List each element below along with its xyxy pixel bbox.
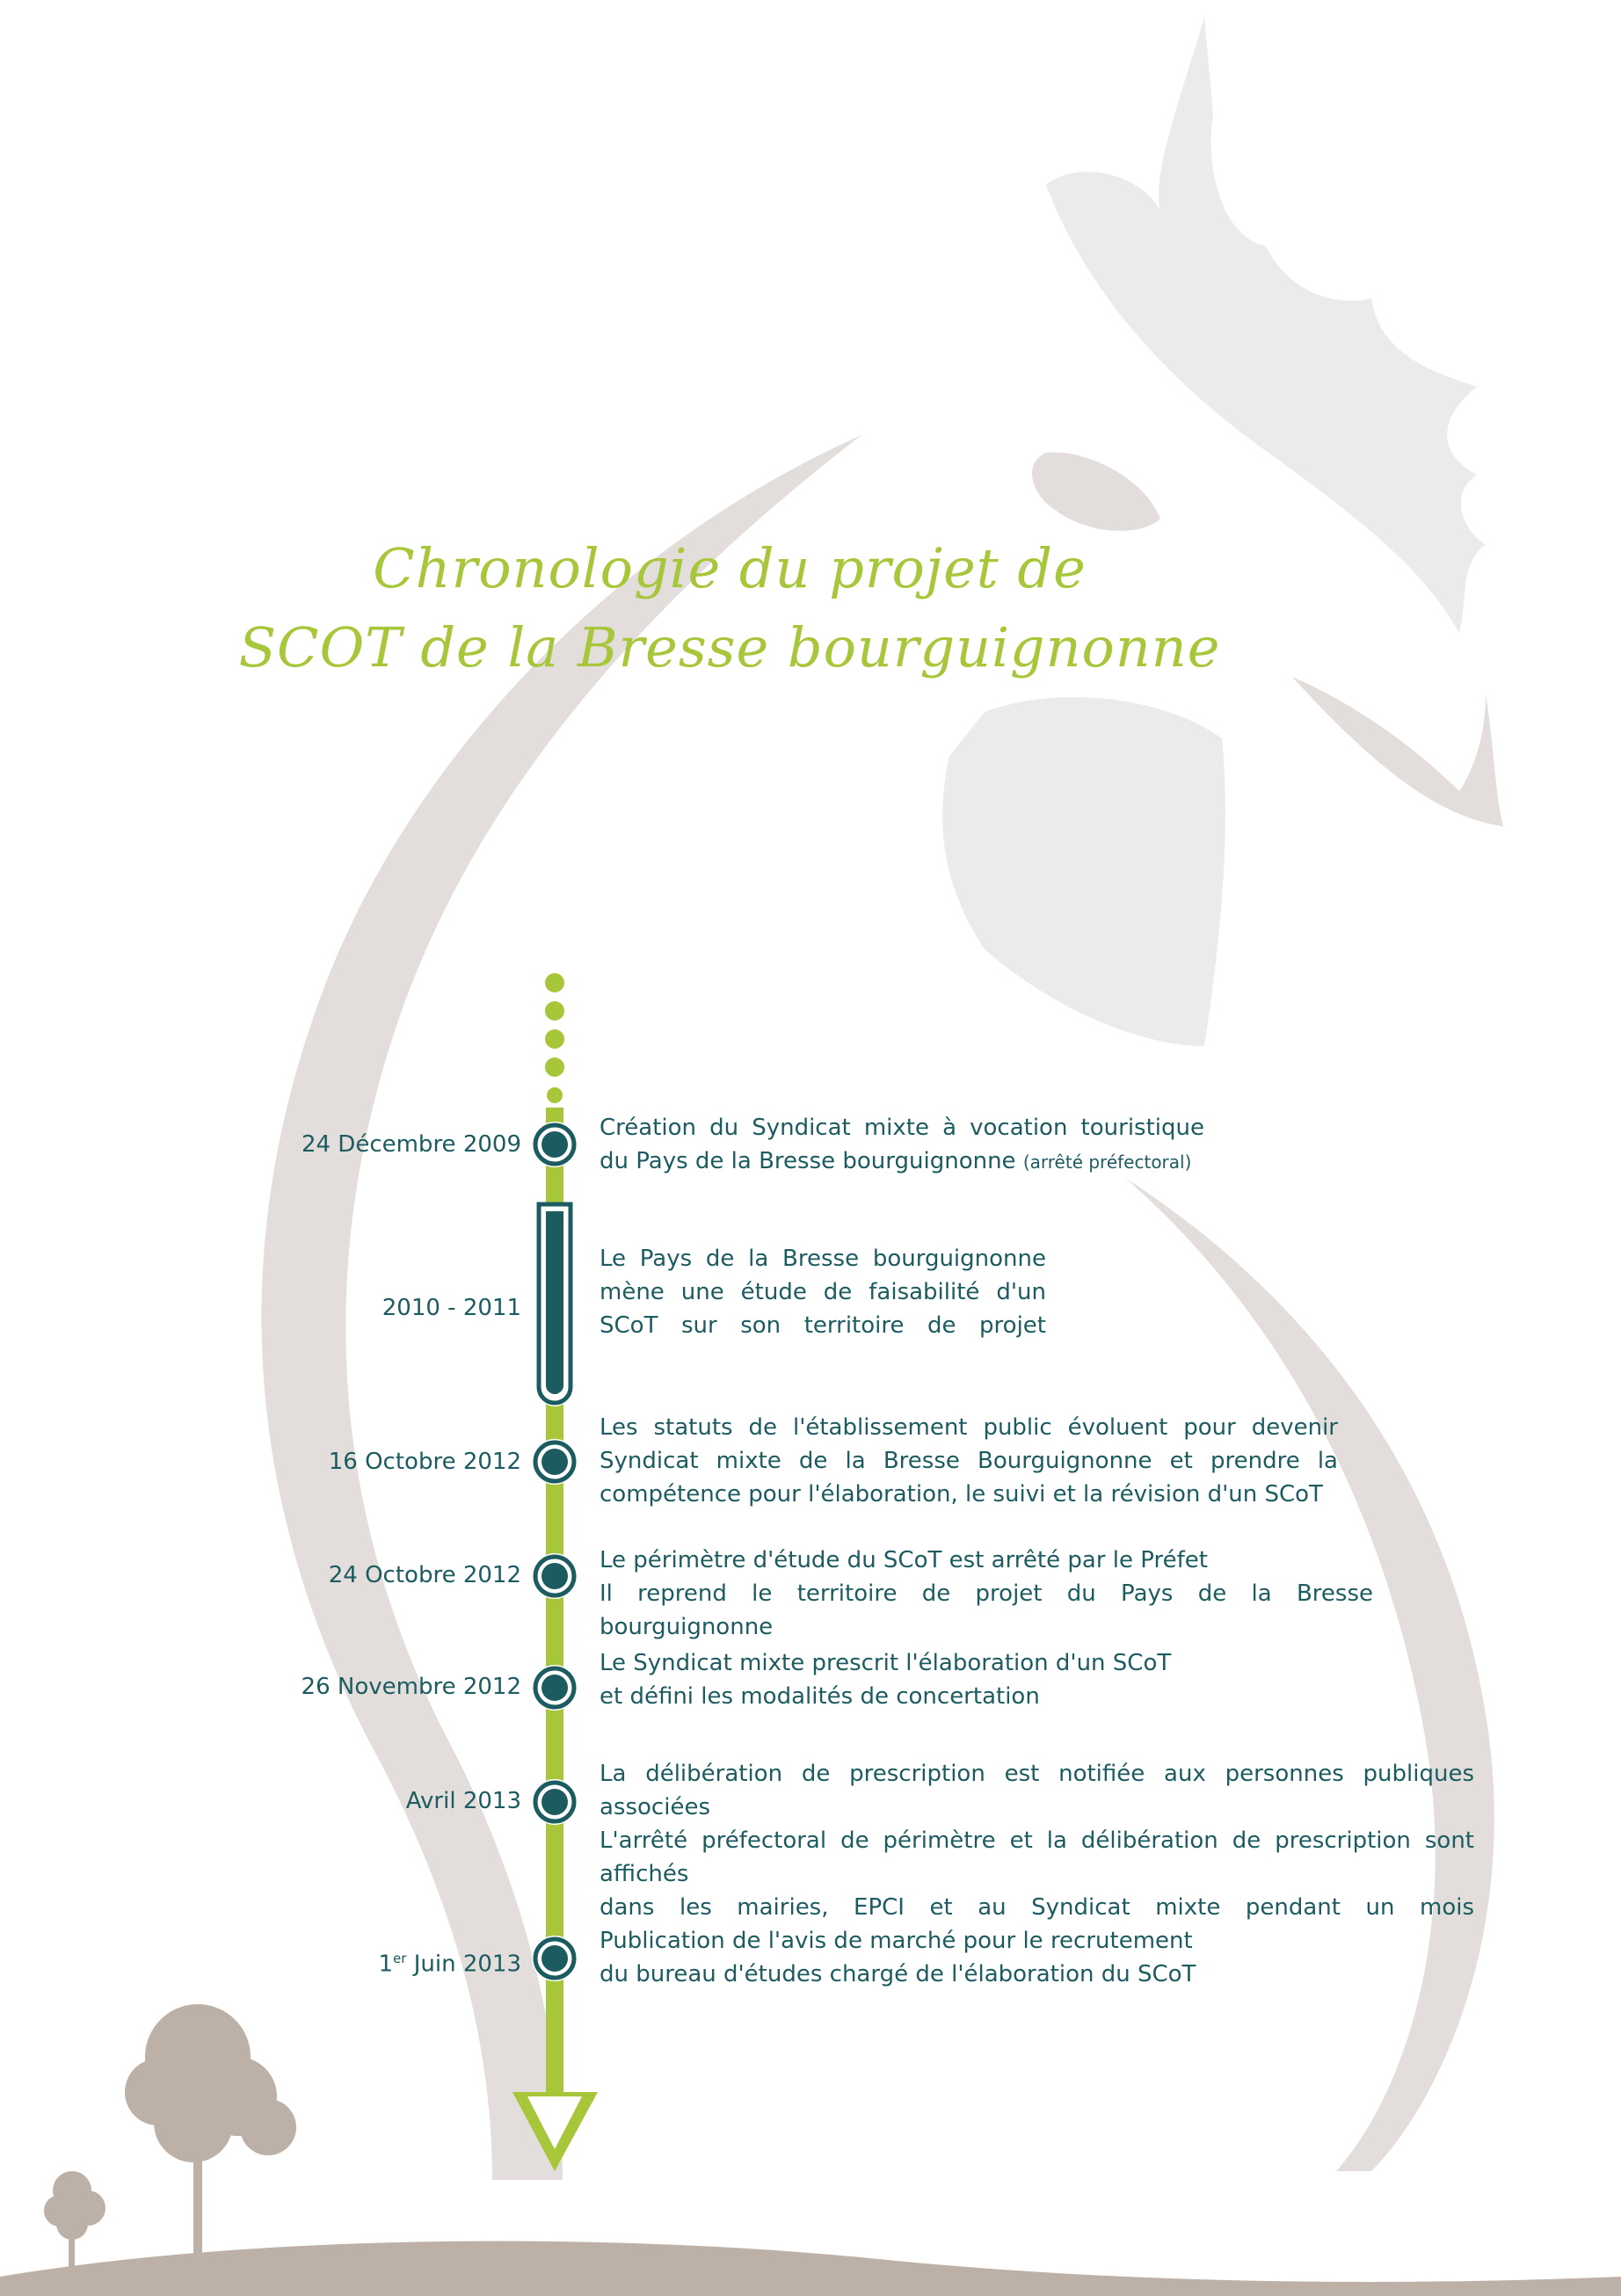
event-text-line: L'arrêté préfectoral de périmètre et la délibération de prescription sont affichés [600, 1827, 1474, 1887]
timeline-dot [545, 1029, 564, 1049]
event-description [600, 1544, 1373, 1644]
date-month-year: Juin 2013 [413, 1951, 521, 1978]
tree-large-icon [125, 2004, 296, 2268]
event-text-line: mène une étude de faisabilité d'un [600, 1279, 1046, 1305]
event-description [600, 1924, 1215, 1991]
event-date [220, 1944, 521, 1979]
event-text-line: du Pays de la Bresse bourguignonne [600, 1148, 1016, 1174]
page-title-line-1: Chronologie du projet de [373, 536, 1087, 600]
marker-2012-10-24 [532, 1553, 578, 1599]
marker-2012-11-26 [532, 1665, 578, 1711]
event-text-line: Le Syndicat mixte prescrit l'élaboration d'un SCoT [600, 1650, 1172, 1676]
event-date: 2010 - 2011 [382, 1295, 521, 1321]
event-date: Avril 2013 [405, 1788, 521, 1814]
page-title-line-2: SCOT de la Bresse bourguignonne [238, 615, 1221, 679]
event-description [600, 1757, 1474, 1924]
event-text-line: et défini les modalités de concertation [600, 1683, 1040, 1710]
event-description [600, 1242, 1046, 1342]
body-shape [942, 697, 1225, 1046]
event-date: 16 Octobre 2012 [328, 1449, 521, 1475]
event-text-line: Publication de l'avis de marché pour le recrutement [600, 1928, 1193, 1954]
date-ordinal: er [393, 1951, 407, 1966]
event-text-line: La délibération de prescription est notifiée aux personnes publiques associées [600, 1761, 1474, 1820]
event-text-line: Création du Syndicat mixte à vocation touristique [600, 1115, 1204, 1141]
event-text-line: Il reprend le territoire de projet du Pays de la Bresse bourguignonne [600, 1580, 1373, 1640]
event-text-line: compétence pour l'élaboration, le suivi et la révision d'un SCoT [600, 1481, 1323, 1508]
ground-shape [0, 2242, 1621, 2296]
event-text-line: Le Pays de la Bresse bourguignonne [600, 1246, 1046, 1272]
event-date: 26 Novembre 2012 [301, 1674, 521, 1700]
eye-shape [1032, 452, 1160, 530]
date-day: 1 [378, 1951, 394, 1978]
event-description [600, 1111, 1204, 1179]
event-text-line: Les statuts de l'établissement public évoluent pour devenir [600, 1414, 1338, 1441]
period-capsule-2010-2011 [537, 1202, 572, 1406]
event-description [600, 1411, 1338, 1511]
event-description [600, 1646, 1215, 1713]
event-text-line: SCoT sur son territoire de projet [600, 1312, 1046, 1339]
event-text-line: Syndicat mixte de la Bresse Bourguignonne et prendre la [600, 1448, 1338, 1474]
event-note: (arrêté préfectoral) [1022, 1152, 1192, 1173]
event-text-line: dans les mairies, EPCI et au Syndicat mixte pendant un mois [600, 1894, 1474, 1921]
marker-2013-06 [532, 1936, 578, 1981]
marker-2009 [532, 1122, 578, 1167]
event-date: 24 Décembre 2009 [301, 1131, 521, 1158]
marker-2013-04 [532, 1779, 578, 1825]
timeline-dot [545, 973, 564, 992]
tree-small-icon [44, 2171, 105, 2277]
timeline-dot [547, 1087, 563, 1103]
timeline-dot [545, 1001, 564, 1021]
event-text-line: Le périmètre d'étude du SCoT est arrêté par le Préfet [600, 1547, 1208, 1573]
wing-tip-shape [1292, 677, 1503, 826]
event-date: 24 Octobre 2012 [328, 1562, 521, 1588]
event-text-line: du bureau d'études chargé de l'élaboration du SCoT [600, 1961, 1196, 1987]
timeline-dot [545, 1057, 564, 1077]
marker-2012-10-16 [532, 1439, 578, 1485]
